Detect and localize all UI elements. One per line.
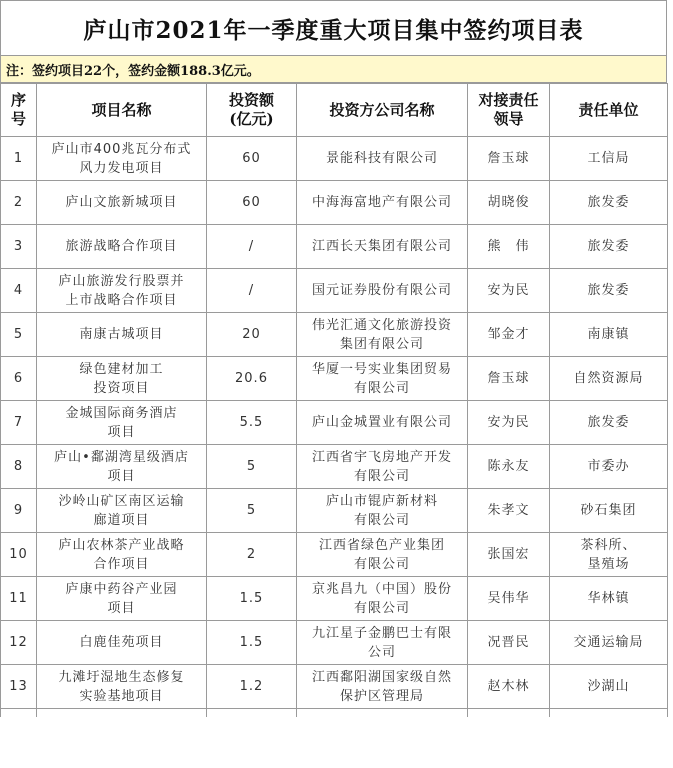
header-leader-line: 领导: [493, 110, 524, 128]
cell-investor-company-line: 集团有限公司: [339, 336, 424, 352]
cell-investment: 1.2: [207, 665, 297, 709]
cell-project-name-line: 南康古城项目: [79, 327, 164, 342]
cell-investment: /: [207, 269, 297, 313]
cell-project-name-line: 项目: [107, 424, 136, 440]
cell-investor-company-line: 公司: [367, 644, 396, 660]
cell-investor-company: [297, 533, 468, 577]
cell-responsible-unit-line: 旅发委: [587, 239, 630, 254]
cell-investor-company-line: 华厦一号实业集团贸易: [311, 361, 452, 377]
cell-project-name: [37, 533, 207, 577]
header-leader-line: 对接责任: [478, 91, 539, 109]
cell-responsible-unit-line: 市委办: [587, 459, 630, 474]
header-name: 项目名称: [37, 84, 207, 137]
cell-seq: 4: [1, 269, 37, 313]
table-row: [1, 577, 668, 621]
cell-project-name-line: 庐山旅游发行股票并: [58, 273, 185, 289]
cell-responsible-unit: [550, 665, 668, 709]
cell-leader: 邹金才: [468, 313, 550, 357]
cell-investor-company: [297, 621, 468, 665]
cell-investor-company: [297, 181, 468, 225]
cell-investment: 20: [207, 313, 297, 357]
cell-leader: 陈永友: [468, 445, 550, 489]
cell-investor-company: [297, 665, 468, 709]
project-table: [0, 83, 668, 717]
cell-investor-company-line: 有限公司: [353, 512, 410, 528]
cell-investor-company: [297, 401, 468, 445]
cell-investor-company-line: 有限公司: [353, 468, 410, 484]
cell-project-name: [37, 313, 207, 357]
cell-investor-company: [297, 489, 468, 533]
cell-investor-company-line: 有限公司: [353, 380, 410, 396]
cell-seq: 10: [1, 533, 37, 577]
cell-seq: 13: [1, 665, 37, 709]
cell-investment: 1.5: [207, 577, 297, 621]
cell-responsible-unit-line: 垦殖场: [587, 556, 630, 572]
cell-responsible-unit-line: 砂石集团: [580, 503, 637, 518]
cell-seq: 5: [1, 313, 37, 357]
cell-project-name: [37, 445, 207, 489]
cell-seq: 3: [1, 225, 37, 269]
table-row: [1, 313, 668, 357]
cell-project-name-line: 绿色建材加工: [79, 361, 164, 377]
cell-seq: 11: [1, 577, 37, 621]
cell-responsible-unit: [550, 621, 668, 665]
table-row: [1, 533, 668, 577]
header-unit: 责任单位: [550, 84, 668, 137]
table-row: [1, 269, 668, 313]
cell-investor-company-line: 景能科技有限公司: [325, 151, 438, 166]
cell-leader: 朱孝文: [468, 489, 550, 533]
table-row: [1, 621, 668, 665]
cell-responsible-unit: [550, 225, 668, 269]
header-leader: [468, 84, 550, 137]
cell-project-name-line: 庐山市400兆瓦分布式: [51, 141, 192, 157]
cell-responsible-unit-line: 南康镇: [587, 327, 630, 342]
cell-project-name: [37, 577, 207, 621]
cell-investor-company-line: 保护区管理局: [339, 688, 424, 704]
cell-investor-company-line: 庐山市锟庐新材料: [325, 493, 438, 509]
table-row: [1, 357, 668, 401]
cell-project-name-line: 旅游战略合作项目: [65, 239, 178, 254]
cell-leader: 张国宏: [468, 533, 550, 577]
header-seq-line: 号: [10, 110, 26, 128]
cell-project-name-line: 廊道项目: [93, 512, 150, 528]
cell-project-name-line: 合作项目: [93, 556, 150, 572]
cell-investor-company-line: 伟光汇通文化旅游投资: [311, 317, 452, 333]
cell-investment: 2: [207, 533, 297, 577]
cell-responsible-unit: [550, 357, 668, 401]
cell-project-name-line: 白鹿佳苑项目: [79, 635, 164, 650]
cell-project-name-line: 上市战略合作项目: [65, 292, 178, 308]
page-title: 庐山市2021年一季度重大项目集中签约项目表: [0, 0, 667, 55]
cell-investment: 5: [207, 445, 297, 489]
cell-seq: 12: [1, 621, 37, 665]
cell-project-name-line: 庐山文旅新城项目: [65, 195, 178, 210]
cell-project-name-line: 庐康中药谷产业园: [65, 581, 178, 597]
cell-project-name: [37, 489, 207, 533]
cell-investor-company-line: 中海海富地产有限公司: [311, 195, 452, 210]
cell-responsible-unit-line: 旅发委: [587, 283, 630, 298]
cell-project-name-line: 庐山•鄱湖湾星级酒店: [54, 449, 189, 465]
cell-investor-company: [297, 357, 468, 401]
cell-investor-company-line: 九江星子金鹏巴士有限: [311, 625, 452, 641]
cell-seq: 9: [1, 489, 37, 533]
cell-investment: 60: [207, 181, 297, 225]
cell-leader: 赵木林: [468, 665, 550, 709]
cell-project-name-line: 庐山农林茶产业战略: [58, 537, 185, 553]
cell-investment: 5: [207, 489, 297, 533]
cell-investor-company-line: 国元证券股份有限公司: [311, 283, 452, 298]
cell-leader: 詹玉球: [468, 137, 550, 181]
cell-project-name-line: 实验基地项目: [79, 688, 164, 704]
cell-responsible-unit: [550, 401, 668, 445]
cell-project-name: [37, 357, 207, 401]
cell-leader: 胡晓俊: [468, 181, 550, 225]
cell-project-name-line: 项目: [107, 468, 136, 484]
cell-investor-company-line: 有限公司: [353, 556, 410, 572]
cell-investor-company: [297, 313, 468, 357]
cell-responsible-unit: [550, 181, 668, 225]
cell-investment: 60: [207, 137, 297, 181]
cell-leader: 詹玉球: [468, 357, 550, 401]
cell-responsible-unit: [550, 137, 668, 181]
cell-investment: /: [207, 225, 297, 269]
cell-leader: 况晋民: [468, 621, 550, 665]
cell-investor-company: [297, 577, 468, 621]
cell-responsible-unit-line: 华林镇: [587, 591, 630, 606]
cell-project-name: [37, 137, 207, 181]
header-amount: [207, 84, 297, 137]
cell-responsible-unit-line: 茶科所、: [580, 537, 637, 553]
cell-seq: 7: [1, 401, 37, 445]
cell-responsible-unit: [550, 445, 668, 489]
cell-leader: 吴伟华: [468, 577, 550, 621]
cell-investor-company-line: 京兆昌九（中国）股份: [311, 581, 452, 597]
cell-responsible-unit: [550, 313, 668, 357]
cell-project-name: [37, 621, 207, 665]
cell-leader: 熊 伟: [468, 225, 550, 269]
header-company: 投资方公司名称: [297, 84, 468, 137]
cell-responsible-unit: [550, 269, 668, 313]
cell-project-name-line: 风力发电项目: [79, 160, 164, 176]
cell-project-name: [37, 181, 207, 225]
cell-investor-company: [297, 445, 468, 489]
cell-investor-company: [297, 137, 468, 181]
cell-investor-company-line: 庐山金城置业有限公司: [311, 415, 452, 430]
cell-project-name-line: 金城国际商务酒店: [65, 405, 178, 421]
cell-responsible-unit-line: 旅发委: [587, 415, 630, 430]
cell-leader: 安为民: [468, 401, 550, 445]
table-row: [1, 137, 668, 181]
cell-project-name-line: 九滩圩湿地生态修复: [58, 669, 185, 685]
cell-responsible-unit: [550, 533, 668, 577]
table-row: [1, 401, 668, 445]
cell-project-name: [37, 269, 207, 313]
cell-investment: 5.5: [207, 401, 297, 445]
cell-project-name-line: 投资项目: [93, 380, 150, 396]
cell-investor-company-line: 江西省宇飞房地产开发: [311, 449, 452, 465]
cell-responsible-unit-line: 自然资源局: [573, 371, 644, 386]
cell-investor-company-line: 有限公司: [353, 600, 410, 616]
header-amount-line: (亿元): [229, 110, 274, 128]
cell-investor-company: [297, 225, 468, 269]
cell-project-name: [37, 665, 207, 709]
header-seq: [1, 84, 37, 137]
header-seq-line: 序: [10, 91, 26, 109]
summary-note: 注：签约项目22个，签约金额188.3亿元。: [0, 55, 667, 83]
cell-seq: 2: [1, 181, 37, 225]
table-row: [1, 489, 668, 533]
cell-investor-company-line: 江西长天集团有限公司: [311, 239, 452, 254]
table-row-partial: [1, 709, 668, 718]
cell-responsible-unit-line: 工信局: [587, 151, 630, 166]
cell-seq: 8: [1, 445, 37, 489]
cell-project-name: [37, 401, 207, 445]
cell-project-name-line: 沙岭山矿区南区运输: [58, 493, 185, 509]
table-row: [1, 445, 668, 489]
table-row: [1, 181, 668, 225]
cell-project-name: [37, 225, 207, 269]
cell-seq: 1: [1, 137, 37, 181]
table-row: [1, 225, 668, 269]
cell-investor-company-line: 江西省绿色产业集团: [318, 537, 445, 553]
cell-project-name-line: 项目: [107, 600, 136, 616]
cell-investor-company: [297, 269, 468, 313]
header-amount-line: 投资额: [228, 91, 274, 109]
cell-investor-company-line: 江西鄱阳湖国家级自然: [311, 669, 452, 685]
cell-investment: 1.5: [207, 621, 297, 665]
cell-responsible-unit-line: 旅发委: [587, 195, 630, 210]
cell-investment: 20.6: [207, 357, 297, 401]
cell-seq: 6: [1, 357, 37, 401]
table-row: [1, 665, 668, 709]
cell-responsible-unit: [550, 577, 668, 621]
cell-responsible-unit-line: 沙湖山: [587, 679, 630, 694]
cell-leader: 安为民: [468, 269, 550, 313]
table-header-row: [1, 84, 668, 137]
cell-responsible-unit: [550, 489, 668, 533]
cell-responsible-unit-line: 交通运输局: [573, 635, 644, 650]
